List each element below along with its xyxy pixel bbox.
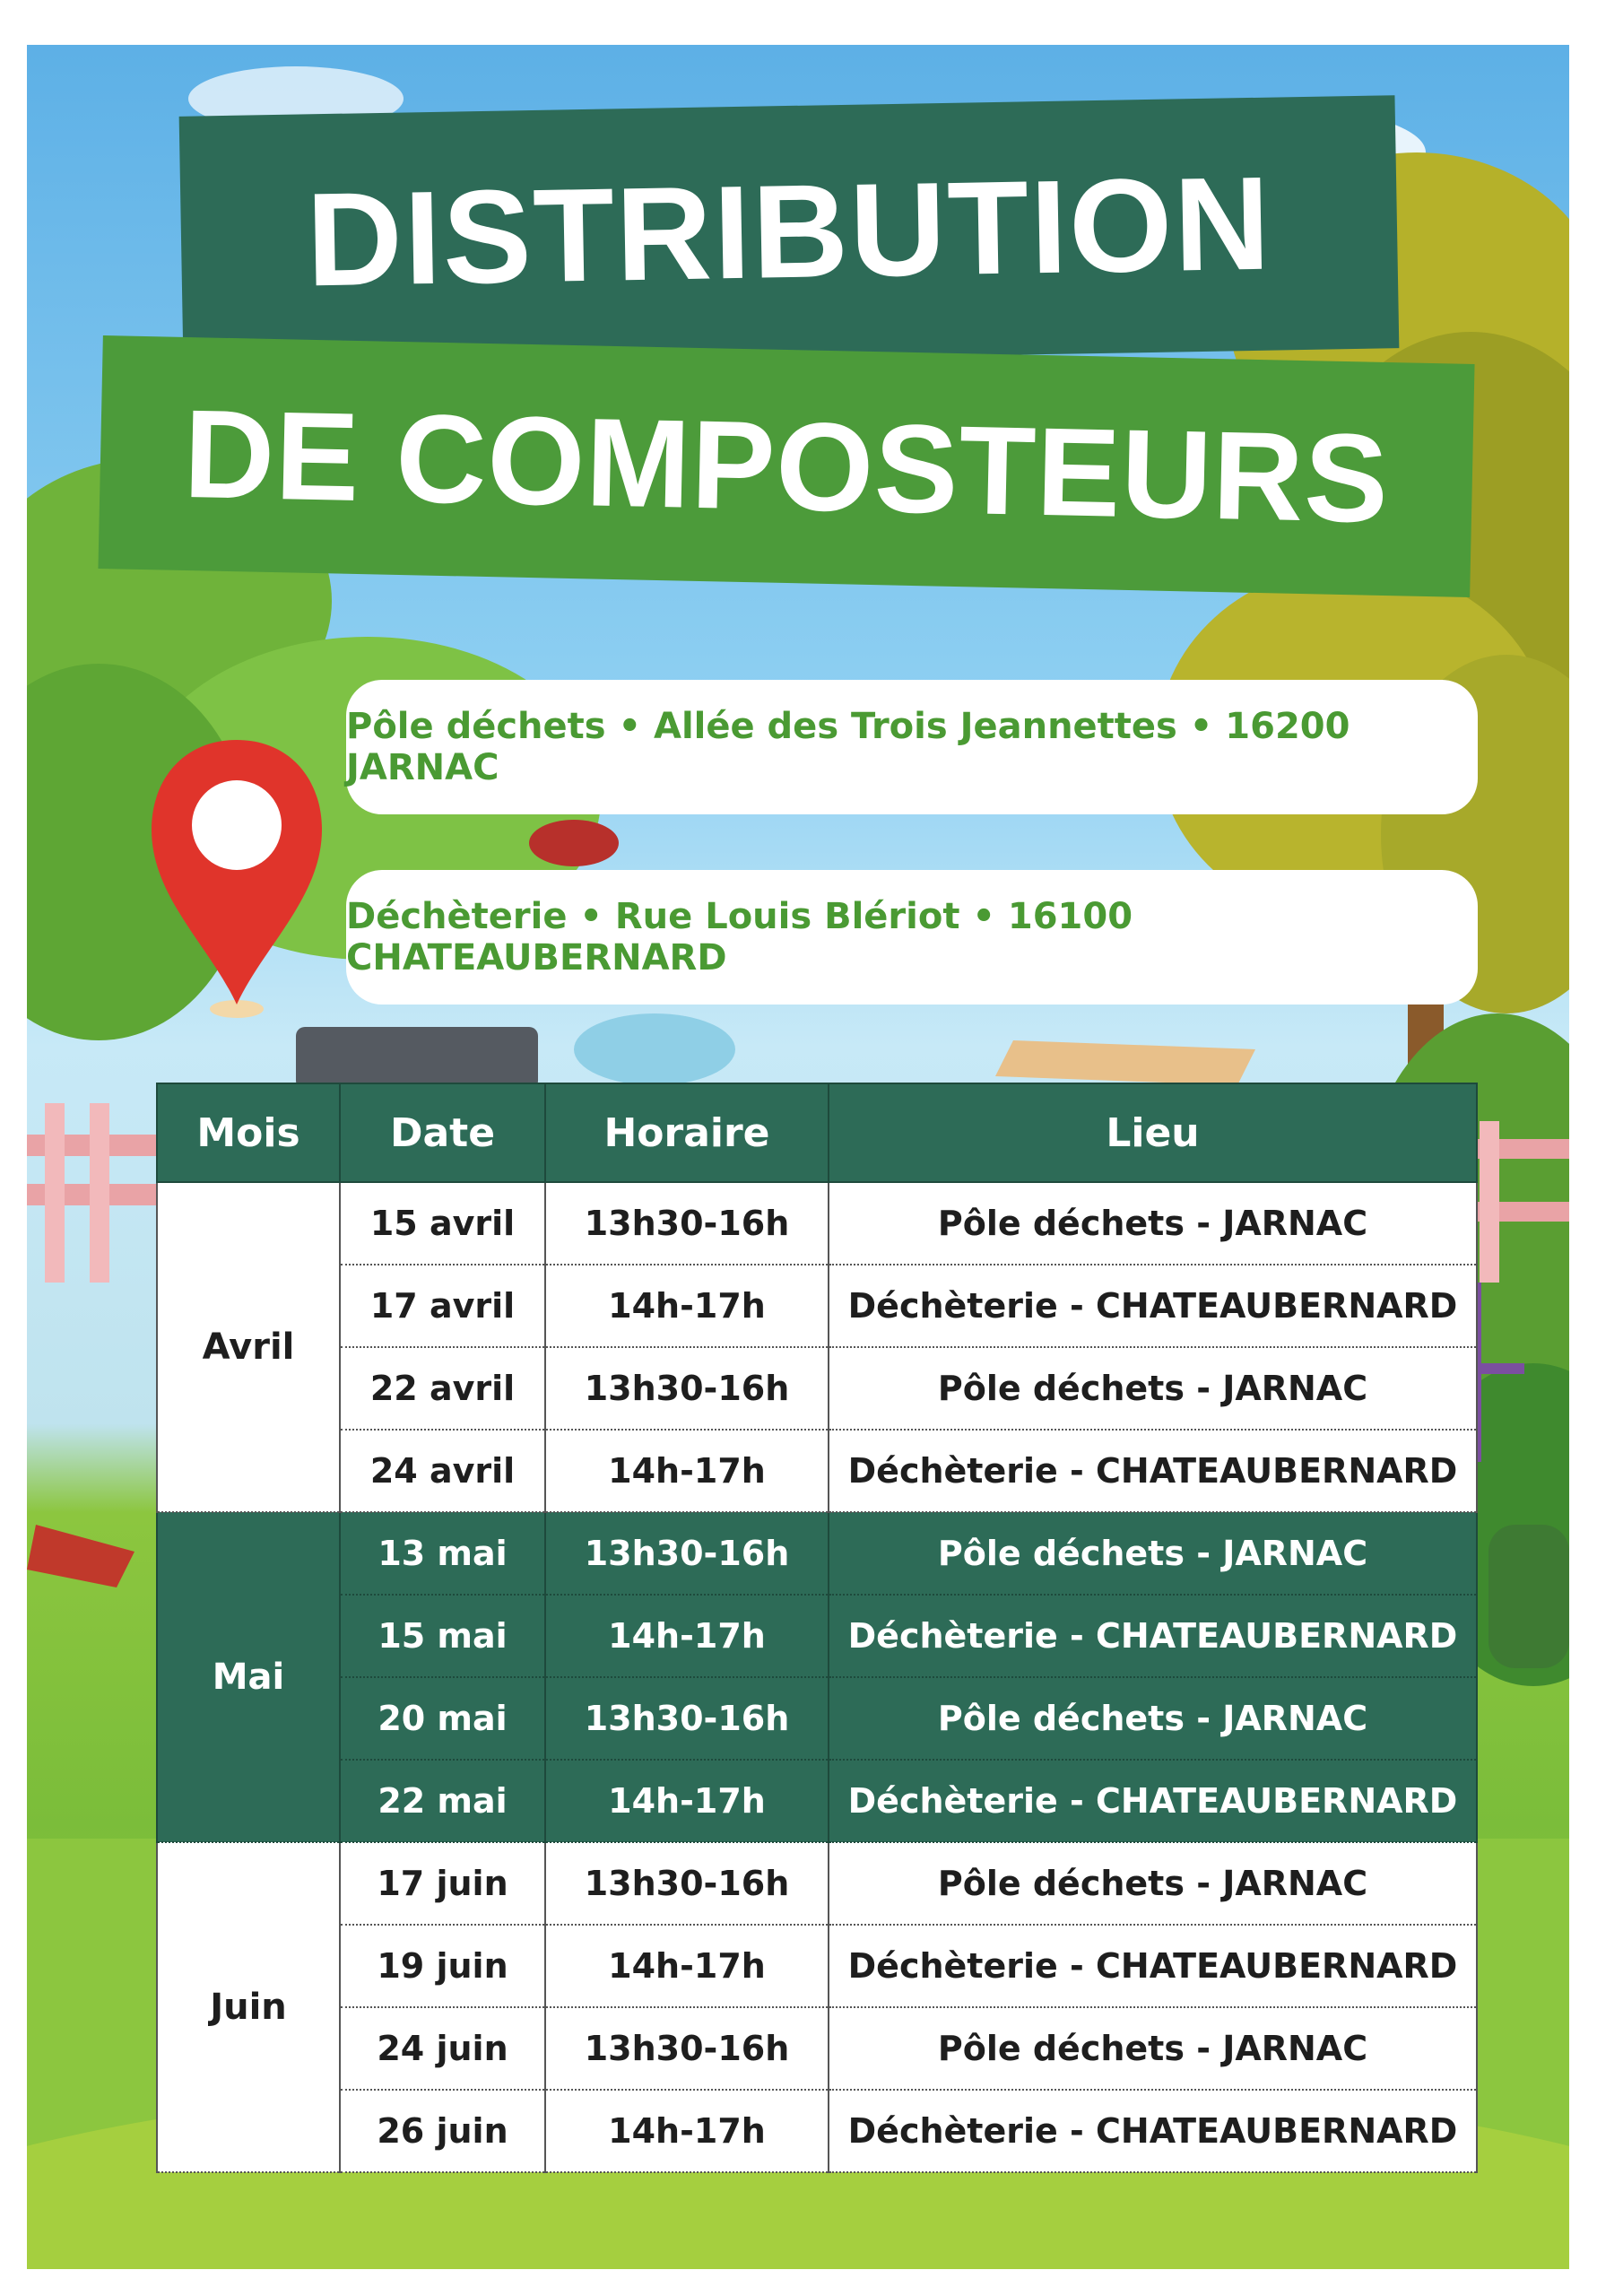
title-banner-line1 — [179, 95, 1400, 370]
horaire-cell: 13h30-16h — [545, 1677, 829, 1760]
date-cell: 22 avril — [340, 1347, 545, 1430]
lieu-cell: Déchèterie - CHATEAUBERNARD — [829, 1925, 1477, 2007]
table-row — [157, 1925, 1477, 2007]
date-cell: 17 avril — [340, 1265, 545, 1347]
month-cell: Mai — [157, 1512, 340, 1842]
horaire-cell: 14h-17h — [545, 1265, 829, 1347]
title-line2: DE COMPOSTEURS — [182, 382, 1391, 550]
month-cell: Avril — [157, 1182, 340, 1512]
horaire-cell: 13h30-16h — [545, 1182, 829, 1265]
date-cell: 15 avril — [340, 1182, 545, 1265]
date-cell: 26 juin — [340, 2090, 545, 2172]
date-cell: 20 mai — [340, 1677, 545, 1760]
lieu-cell: Pôle déchets - JARNAC — [829, 1512, 1477, 1595]
horaire-cell: 14h-17h — [545, 1925, 829, 2007]
table-header-row — [157, 1083, 1477, 1182]
date-cell: 15 mai — [340, 1595, 545, 1677]
table-row — [157, 1842, 1477, 1925]
table-row — [157, 1430, 1477, 1512]
date-cell: 17 juin — [340, 1842, 545, 1925]
lieu-cell: Déchèterie - CHATEAUBERNARD — [829, 2090, 1477, 2172]
date-cell: 22 mai — [340, 1760, 545, 1842]
month-cell: Juin — [157, 1842, 340, 2172]
poster — [27, 45, 1569, 2269]
date-cell: 24 avril — [340, 1430, 545, 1512]
schedule-table — [156, 1083, 1478, 2173]
horaire-cell: 14h-17h — [545, 1595, 829, 1677]
title-line1: DISTRIBUTION — [305, 149, 1273, 315]
location-pin-icon — [147, 731, 326, 1027]
table-row — [157, 1512, 1477, 1595]
horaire-cell: 14h-17h — [545, 1760, 829, 1842]
table-row — [157, 2090, 1477, 2172]
table-row — [157, 1265, 1477, 1347]
table-row — [157, 1760, 1477, 1842]
date-cell: 13 mai — [340, 1512, 545, 1595]
header-mois: Mois — [157, 1083, 340, 1182]
header-date: Date — [340, 1083, 545, 1182]
table-row — [157, 1182, 1477, 1265]
table-row — [157, 2007, 1477, 2090]
lieu-cell: Pôle déchets - JARNAC — [829, 1677, 1477, 1760]
horaire-cell: 13h30-16h — [545, 2007, 829, 2090]
lieu-cell: Pôle déchets - JARNAC — [829, 1842, 1477, 1925]
table-row — [157, 1595, 1477, 1677]
horaire-cell: 13h30-16h — [545, 1842, 829, 1925]
lieu-cell: Déchèterie - CHATEAUBERNARD — [829, 1265, 1477, 1347]
lieu-cell: Déchèterie - CHATEAUBERNARD — [829, 1760, 1477, 1842]
lieu-cell: Déchèterie - CHATEAUBERNARD — [829, 1595, 1477, 1677]
lieu-cell: Pôle déchets - JARNAC — [829, 2007, 1477, 2090]
date-cell: 24 juin — [340, 2007, 545, 2090]
lieu-cell: Déchèterie - CHATEAUBERNARD — [829, 1430, 1477, 1512]
table-row — [157, 1347, 1477, 1430]
table-row — [157, 1677, 1477, 1760]
lieu-cell: Pôle déchets - JARNAC — [829, 1347, 1477, 1430]
date-cell: 19 juin — [340, 1925, 545, 2007]
header-horaire: Horaire — [545, 1083, 829, 1182]
header-lieu: Lieu — [829, 1083, 1477, 1182]
title-banner-line2 — [98, 335, 1474, 597]
lieu-cell: Pôle déchets - JARNAC — [829, 1182, 1477, 1265]
horaire-cell: 13h30-16h — [545, 1512, 829, 1595]
horaire-cell: 13h30-16h — [545, 1347, 829, 1430]
address-decheterie: Déchèterie • Rue Louis Blériot • 16100 CHATEAUBERNARD — [346, 870, 1478, 1004]
address-pole-dechets: Pôle déchets • Allée des Trois Jeannettes • 16200 JARNAC — [346, 680, 1478, 814]
horaire-cell: 14h-17h — [545, 1430, 829, 1512]
horaire-cell: 14h-17h — [545, 2090, 829, 2172]
